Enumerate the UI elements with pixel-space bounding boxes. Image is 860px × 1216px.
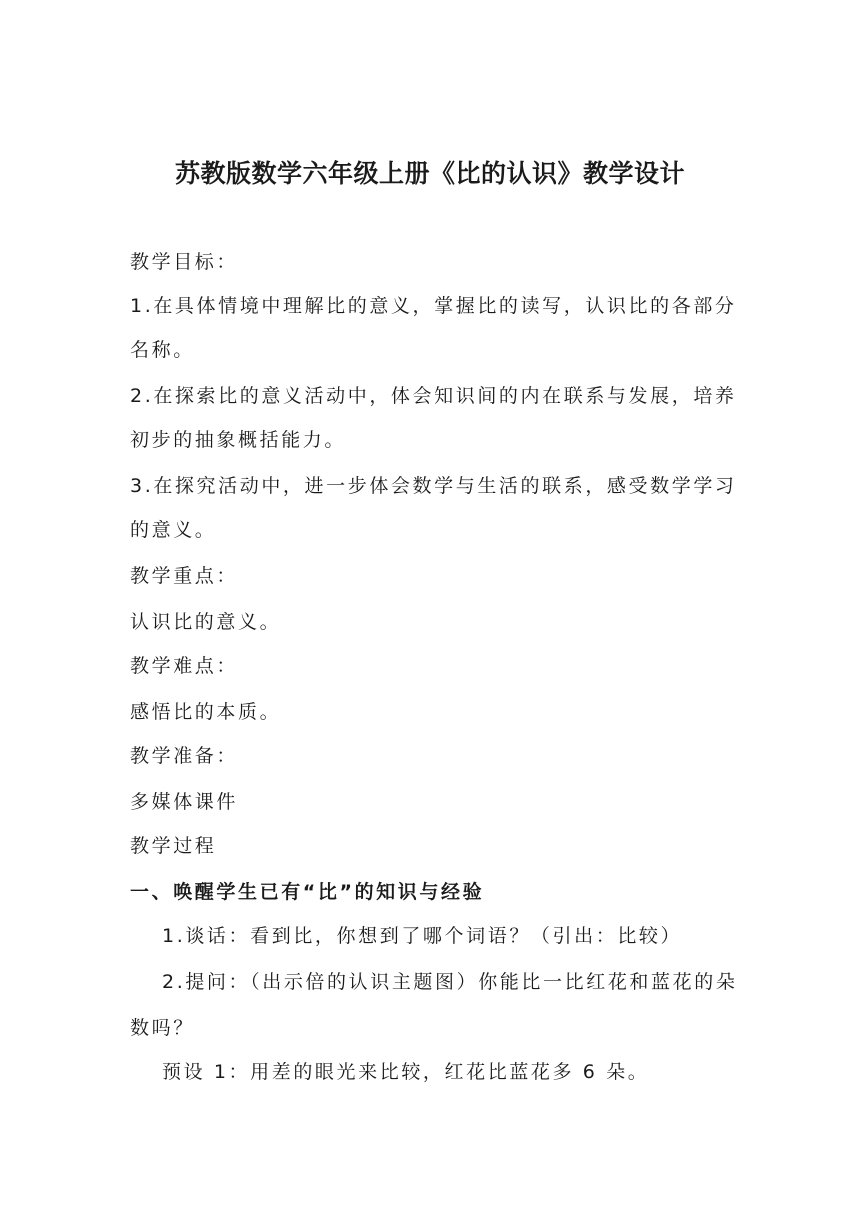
section-1-heading: 一、唤醒学生已有“比”的知识与经验 bbox=[130, 881, 485, 903]
document-title: 苏教版数学六年级上册《比的认识》教学设计 bbox=[174, 159, 685, 188]
goal-3-line-1: 3.在探究活动中，进一步体会数学与生活的联系，感受数学学习 bbox=[130, 475, 737, 497]
key-heading: 教学重点： bbox=[130, 565, 239, 587]
step-1: 1.谈话：看到比，你想到了哪个词语？（引出：比较） bbox=[162, 925, 683, 947]
goal-1-line-2: 名称。 bbox=[130, 339, 195, 361]
goal-2-line-2: 初步的抽象概括能力。 bbox=[130, 429, 347, 451]
goal-2-line-1: 2.在探索比的意义活动中，体会知识间的内在联系与发展，培养 bbox=[130, 385, 737, 407]
difficulty-text: 感悟比的本质。 bbox=[130, 701, 282, 723]
key-text: 认识比的意义。 bbox=[130, 611, 282, 633]
step-2-line-2: 数吗？ bbox=[130, 1017, 195, 1039]
difficulty-heading: 教学难点： bbox=[130, 655, 239, 677]
process-heading: 教学过程 bbox=[130, 835, 217, 857]
goal-3-line-2: 的意义。 bbox=[130, 519, 217, 541]
goal-1-line-1: 1.在具体情境中理解比的意义，掌握比的读写，认识比的各部分 bbox=[130, 295, 737, 317]
step-2-line-1: 2.提问：（出示倍的认识主题图）你能比一比红花和蓝花的朵 bbox=[162, 971, 738, 993]
prep-text: 多媒体课件 bbox=[130, 791, 239, 813]
preset-1: 预设 1：用差的眼光来比较，红花比蓝花多 6 朵。 bbox=[162, 1061, 650, 1083]
prep-heading: 教学准备： bbox=[130, 745, 239, 767]
goals-heading: 教学目标： bbox=[130, 251, 239, 273]
